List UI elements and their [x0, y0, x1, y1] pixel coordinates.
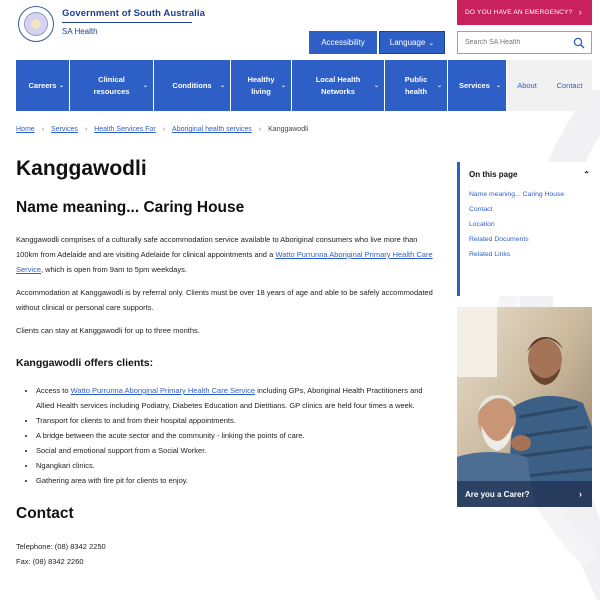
chevron-down-icon: ⌄: [142, 83, 148, 89]
offers-list: [16, 383, 436, 488]
watto-purrunna-link[interactable]: Watto Purrunna Aboriginal Primary Health Care Service: [70, 386, 255, 395]
watto-purrunna-link[interactable]: Watto Purrunna Aboriginal Primary Health Care Service: [16, 250, 433, 274]
breadcrumb: [16, 126, 308, 133]
site-header: [0, 0, 600, 58]
chevron-right-icon: ›: [579, 489, 582, 499]
onpage-link-related-documents[interactable]: Related Documents: [469, 236, 529, 243]
list-item: • Transport for clients to and from their hospital appointments.: [36, 413, 436, 428]
nav-label: Healthy living: [247, 75, 275, 96]
breadcrumb-aboriginal-health[interactable]: Aboriginal health services: [172, 126, 252, 133]
emergency-button[interactable]: [457, 0, 592, 25]
chevron-right-icon: ›: [258, 126, 262, 133]
onpage-link-contact[interactable]: Contact: [469, 206, 493, 213]
sa-government-logo[interactable]: [18, 6, 205, 42]
crest-icon: [18, 6, 54, 42]
nav-contact[interactable]: Contact: [547, 60, 592, 111]
list-item: • A bridge between the acute sector and the community - linking the points of care.: [36, 428, 436, 443]
page-subtitle: Name meaning... Caring House: [16, 199, 245, 216]
nav-label: Public health: [404, 75, 428, 96]
nav-label: Services: [459, 80, 490, 90]
language-label: Language: [389, 38, 426, 47]
on-this-page-title: On this page: [469, 170, 518, 179]
list-item: • Ngangkari clinics.: [36, 458, 436, 473]
referral-paragraph: Accommodation at Kanggawodli is by referral only. Clients must be over 18 years of age and able to be safely accommodated without clinical or personal care supports.: [16, 288, 433, 312]
chevron-down-icon: ⌄: [495, 83, 501, 89]
brand-title: Government of South Australia: [62, 8, 192, 23]
nav-label: Conditions: [172, 80, 212, 90]
intro-text-end: , which is open from 9am to 5pm weekdays.: [41, 265, 187, 274]
chevron-down-icon: ⌄: [436, 83, 442, 89]
emergency-label: DO YOU HAVE AN EMERGENCY?: [465, 9, 573, 16]
breadcrumb-health-services-for[interactable]: Health Services For: [94, 126, 156, 133]
carer-photo: [457, 307, 592, 507]
chevron-down-icon: ⌄: [58, 83, 64, 89]
list-item-text: including GPs, Aboriginal Health Practitioners and Allied Health services including Podiatry, Diabetes Education and Dietitians. GP clinics are held four times a week.: [36, 386, 423, 410]
breadcrumb-home[interactable]: Home: [16, 126, 35, 133]
chevron-up-icon: ⌃: [583, 170, 590, 179]
nav-label: Local Health Networks: [315, 75, 361, 96]
list-item: • Social and emotional support from a Social Worker.: [36, 443, 436, 458]
on-this-page-toggle[interactable]: [469, 170, 592, 179]
nav-careers[interactable]: [16, 60, 70, 111]
accessibility-button[interactable]: Accessibility: [309, 31, 377, 54]
nav-local-health-networks[interactable]: [292, 60, 385, 111]
nav-clinical-resources[interactable]: [70, 60, 154, 111]
promo-label-text: Are you a Carer?: [465, 489, 530, 499]
nav-healthy-living[interactable]: [231, 60, 292, 111]
nav-public-health[interactable]: [385, 60, 448, 111]
nav-label: Clinical resources: [93, 75, 130, 96]
breadcrumb-current: Kanggawodli: [268, 126, 309, 133]
fax: Fax: (08) 8342 2260: [16, 557, 84, 566]
search-icon[interactable]: [573, 37, 585, 49]
list-item: [36, 383, 436, 413]
nav-label: Careers: [28, 80, 57, 90]
chevron-right-icon: ›: [41, 126, 45, 133]
search-box: [457, 31, 592, 54]
list-item: • Gathering area with fire pit for clients to enjoy.: [36, 473, 436, 488]
intro-paragraph: [16, 232, 436, 277]
carer-promo-card[interactable]: [457, 307, 592, 507]
nav-services[interactable]: [448, 60, 507, 111]
chevron-down-icon: ⌄: [219, 83, 225, 89]
chevron-right-icon: ›: [84, 126, 88, 133]
promo-label: [457, 481, 592, 507]
contact-heading: Contact: [16, 505, 74, 522]
chevron-down-icon: ⌄: [373, 83, 379, 89]
onpage-link-name-meaning[interactable]: Name meaning... Caring House: [469, 191, 565, 198]
offers-heading: Kanggawodli offers clients:: [16, 357, 154, 369]
search-input[interactable]: [458, 39, 570, 46]
list-item-text: Access to: [36, 386, 71, 395]
on-this-page-panel: [457, 162, 592, 296]
telephone: Telephone: (08) 8342 2250: [16, 542, 106, 551]
chevron-right-icon: ›: [578, 7, 582, 17]
breadcrumb-services[interactable]: Services: [51, 126, 78, 133]
intro-text: Kanggawodli comprises of a culturally safe accommodation service available to Aboriginal consumers who live more than 100km from Adelaide and are visiting Adelaide for clinical appointments and a: [16, 235, 418, 259]
page-title: Kanggawodli: [16, 157, 147, 180]
chevron-right-icon: ›: [162, 126, 166, 133]
nav-about[interactable]: About: [507, 60, 547, 111]
nav-conditions[interactable]: [154, 60, 231, 111]
main-content: [16, 152, 436, 569]
brand-subtitle: SA Health: [62, 27, 98, 36]
main-navigation: [16, 60, 592, 111]
chevron-down-icon: ⌄: [428, 39, 435, 47]
onpage-link-related-links[interactable]: Related Links: [469, 251, 511, 258]
onpage-link-location[interactable]: Location: [469, 221, 495, 228]
language-button[interactable]: [379, 31, 445, 54]
stay-paragraph: Clients can stay at Kanggawodli for up to three months.: [16, 326, 200, 335]
chevron-down-icon: ⌄: [280, 83, 286, 89]
